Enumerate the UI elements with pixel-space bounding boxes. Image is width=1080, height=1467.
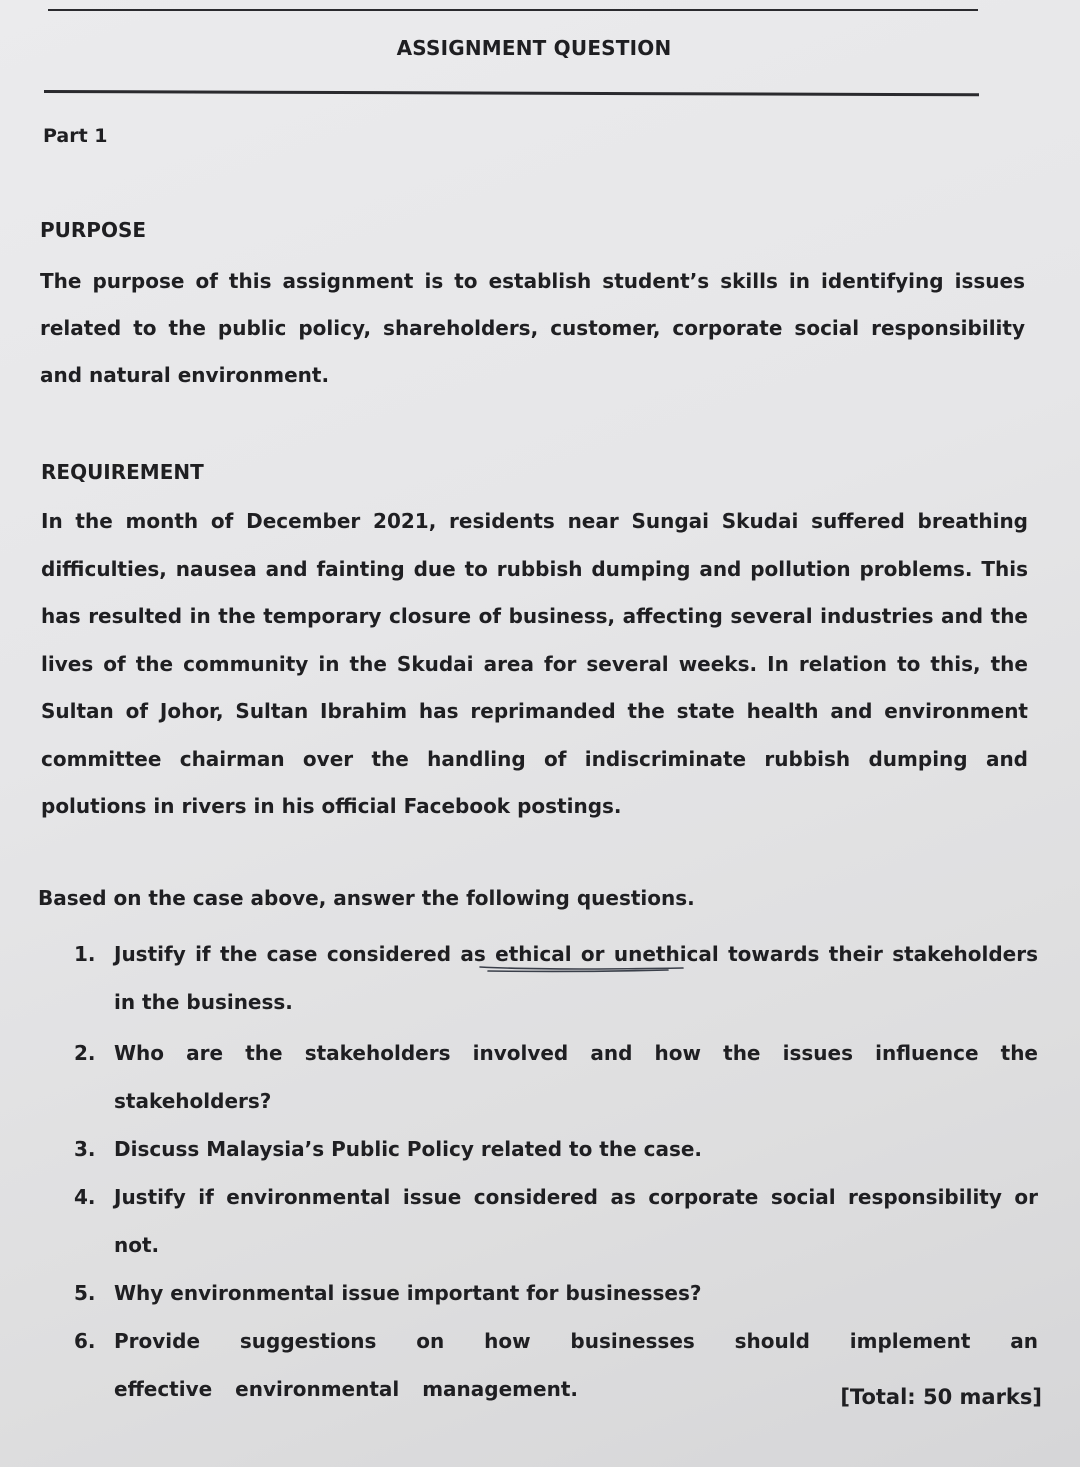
question-item-1	[60, 930, 1038, 1026]
question-item-5	[60, 1269, 1038, 1317]
question-text: Justify if the case considered as ethical or unethical towards their stakeholders in the business.	[114, 942, 1038, 1014]
part-label: Part 1	[43, 125, 108, 147]
question-item-4	[60, 1173, 1038, 1269]
question-item-2	[60, 1029, 1038, 1125]
question-text: Justify if environmental issue considered as corporate social responsibility or not.	[114, 1185, 1038, 1257]
purpose-paragraph: The purpose of this assignment is to establish student’s skills in identifying issues related to the public policy, shareholders, customer, corporate social responsibility and natural environment.	[40, 269, 1025, 387]
top-rule	[48, 9, 978, 11]
question-number: 6.	[74, 1329, 96, 1353]
question-text: Provide suggestions on how businesses should implement an effective environmental management.	[114, 1329, 1038, 1401]
question-number: 5.	[74, 1281, 96, 1305]
question-item-3	[60, 1125, 1038, 1173]
question-number: 4.	[74, 1185, 96, 1209]
handwritten-underline-mark	[478, 964, 688, 974]
question-list	[60, 930, 1038, 1413]
question-text: Why environmental issue important for businesses?	[114, 1281, 702, 1305]
question-text: Who are the stakeholders involved and how the issues influence the stakeholders?	[114, 1041, 1038, 1113]
title-underline-rule	[44, 90, 979, 96]
question-number: 3.	[74, 1137, 96, 1161]
total-marks: [Total: 50 marks]	[840, 1385, 1042, 1409]
question-text: Discuss Malaysia’s Public Policy related to the case.	[114, 1137, 703, 1161]
question-number: 2.	[74, 1041, 96, 1065]
question-number: 1.	[74, 942, 96, 966]
requirement-paragraph: In the month of December 2021, residents near Sungai Skudai suffered breathing difficulties, nausea and fainting due to rubbish dumping and pollution problems. This has resulted in the temporary closure of business, affecting several industries and the lives of the community in the Skudai area for several weeks. In relation to this, the Sultan of Johor, Sultan Ibrahim has reprimanded the state health and environment committee chairman over the handling of indiscriminate rubbish dumping and polutions in rivers in his official Facebook postings.	[41, 509, 1028, 818]
requirement-heading: REQUIREMENT	[41, 460, 204, 484]
document-title: ASSIGNMENT QUESTION	[396, 36, 672, 60]
questions-intro: Based on the case above, answer the following questions.	[38, 886, 695, 910]
purpose-heading: PURPOSE	[40, 218, 147, 242]
